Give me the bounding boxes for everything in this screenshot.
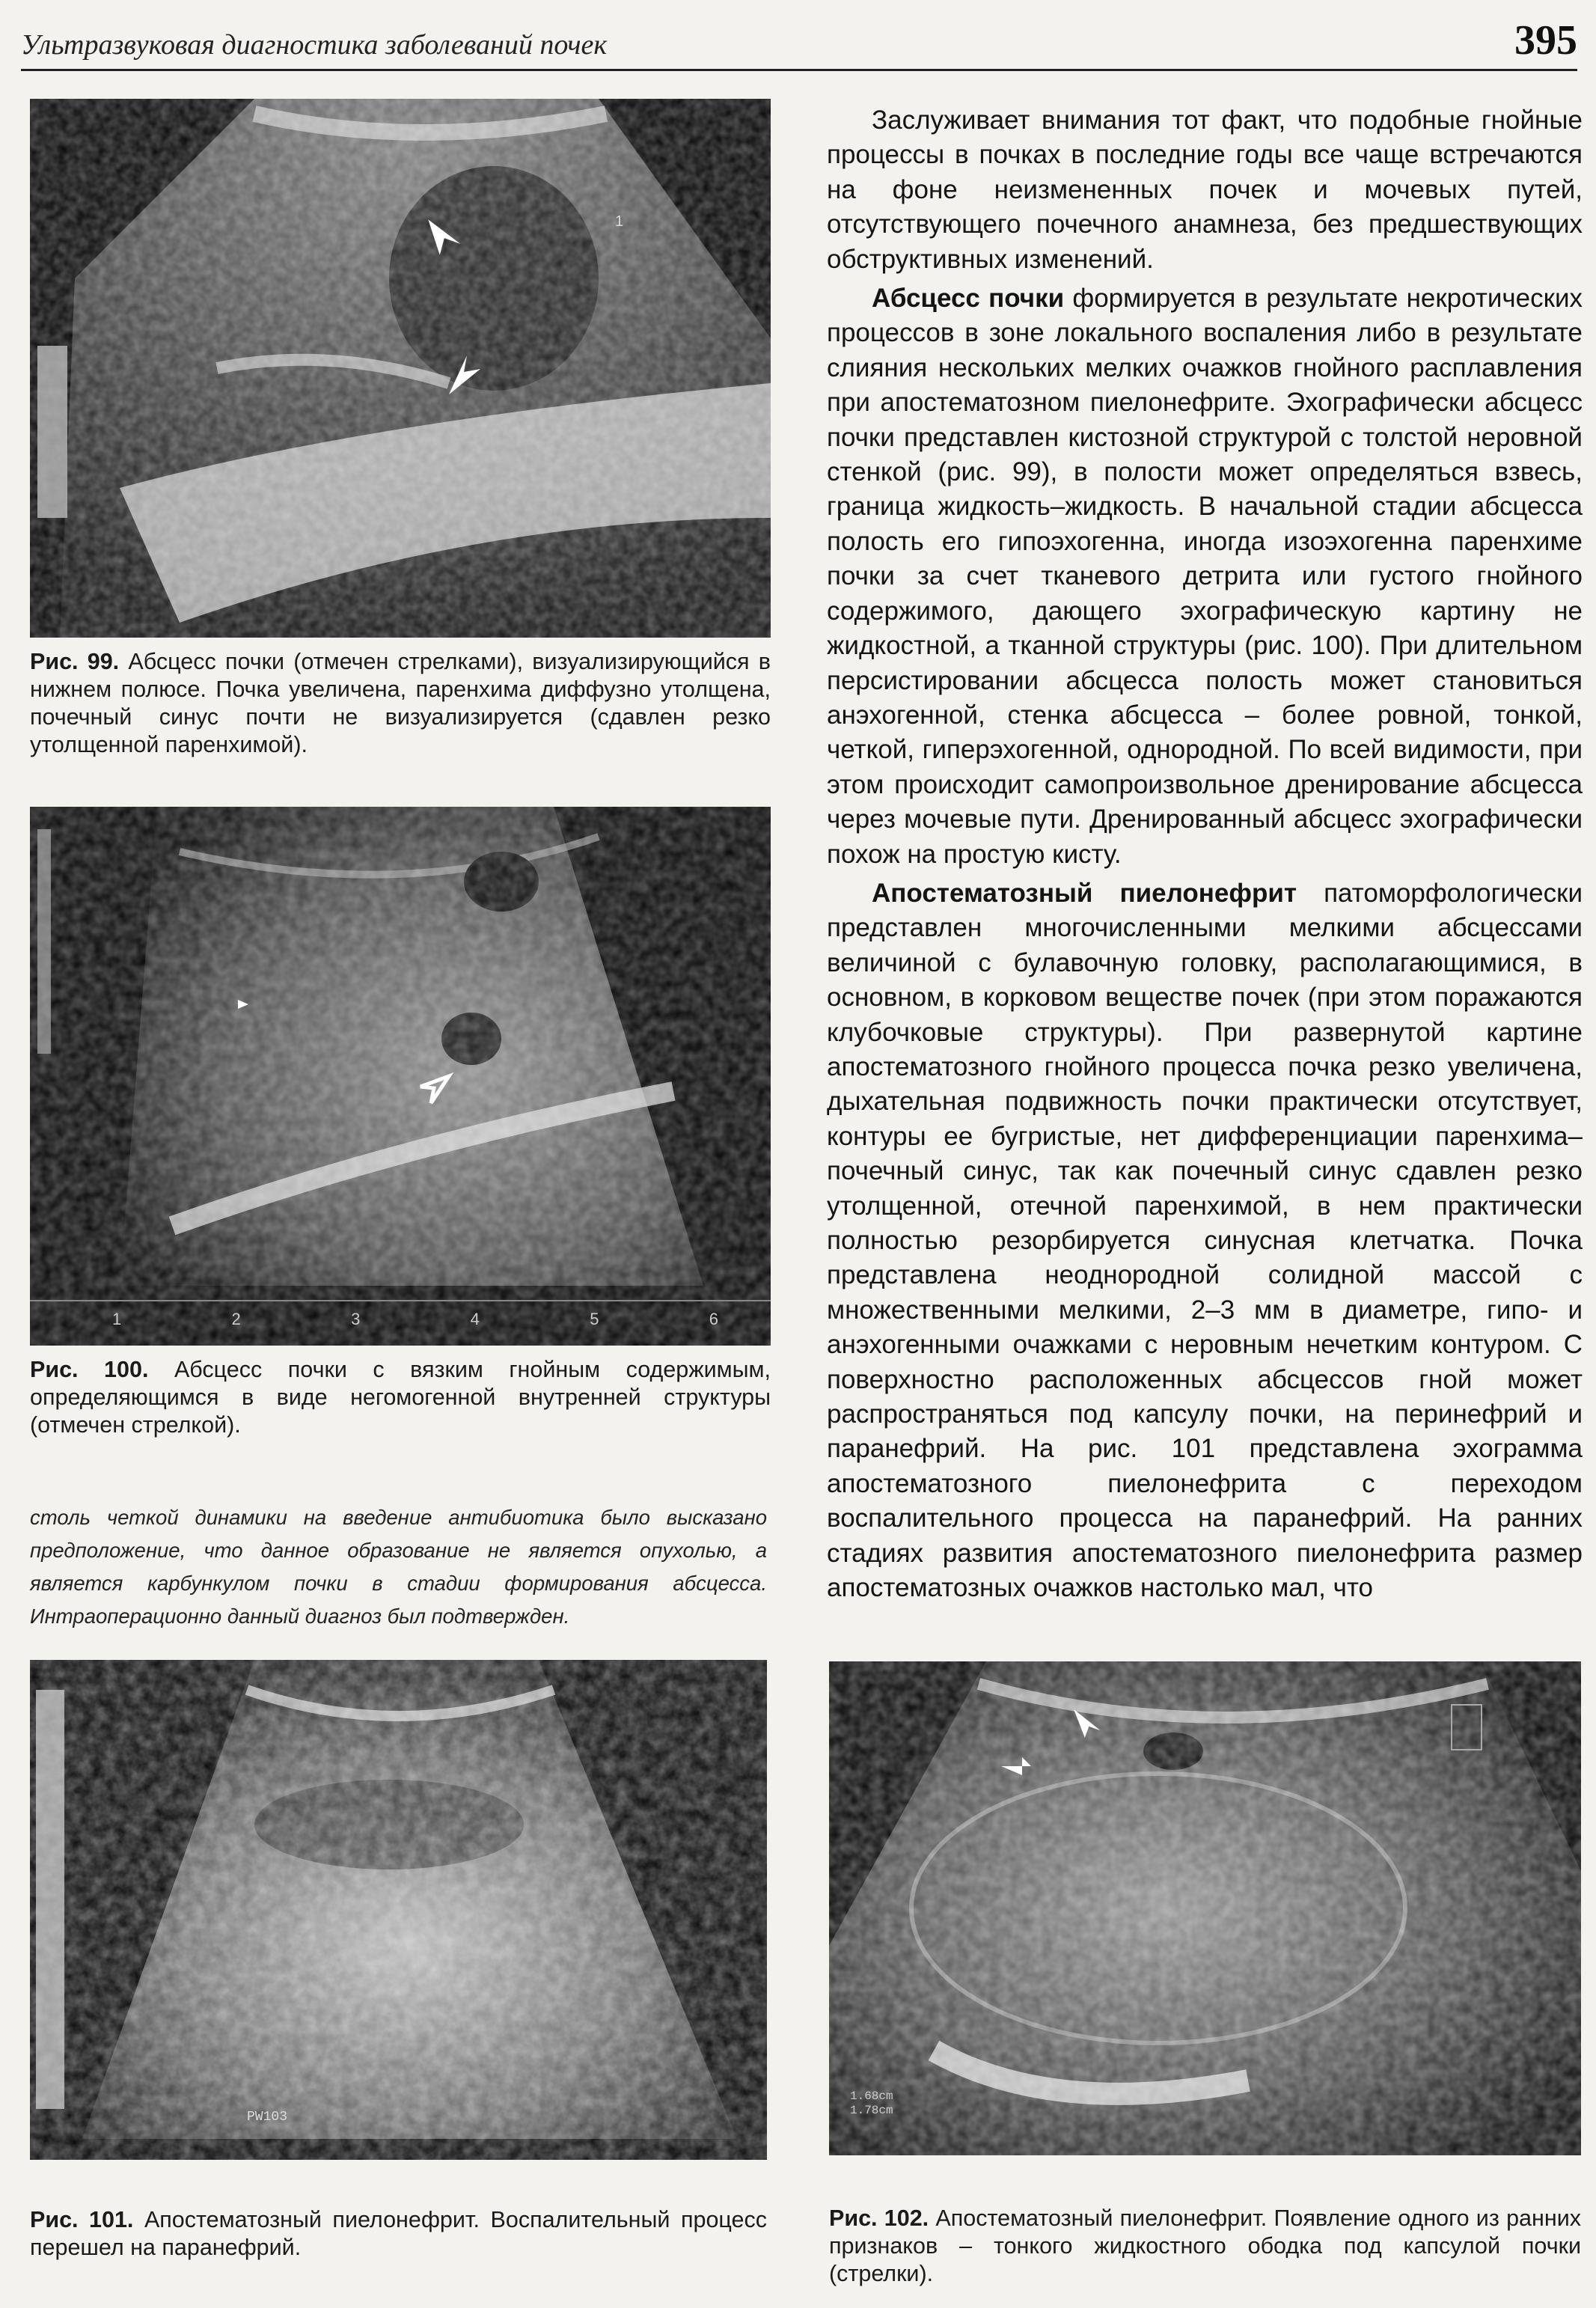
paragraph (827, 103, 1583, 277)
term-apostematous-pyelonephritis: Апостематозный пиелонефрит (872, 878, 1297, 908)
figure-101-caption (30, 2206, 767, 2262)
scale-tick: 1 (112, 1310, 122, 1328)
paragraph (827, 876, 1583, 1606)
figure-101-text: Апостематозный пиелонефрит. Воспалительный процесс перешел на паранефрий. (30, 2207, 767, 2260)
running-title: Ультразвуковая диагностика заболеваний почек (21, 29, 608, 61)
figure-102-measure-2: 1.78cm (850, 2104, 893, 2117)
figure-102-text: Апостематозный пиелонефрит. Появление одного из ранних признаков – тонкого жидкостного ободка под капсулой почки (стрелки). (829, 2205, 1581, 2286)
figure-100-label: Рис. 100. (30, 1357, 149, 1382)
figure-101-label: Рис. 101. (30, 2207, 134, 2232)
figure-99-text: Абсцесс почки (отмечен стрелками), визуализирующийся в нижнем полюсе. Почка увеличена, паренхима диффузно утолщена, почечный синус почти не визуализируется (сдавлен резко утолщенной паренхимой). (30, 649, 771, 757)
scale-tick: 6 (709, 1310, 718, 1328)
continued-note: столь четкой динамики на введение антибиотика было высказано предположение, что данное образование не является опухолью, а является карбункулом почки в стадии формирования абсцесса. Интраоперационно данный диагноз был подтвержден. (30, 1506, 767, 1628)
scale-tick: 3 (351, 1310, 361, 1328)
figure-99-marker: 1 (615, 213, 624, 230)
figure-102-measure-1: 1.68cm (850, 2089, 893, 2103)
running-header (21, 16, 1577, 71)
term-kidney-abscess: Абсцесс почки (872, 284, 1065, 314)
figure-101-ultrasound (30, 1660, 767, 2160)
figure-100-scale (112, 1310, 718, 1329)
figure-102-ultrasound (829, 1661, 1581, 2155)
figure-102-label: Рис. 102. (829, 2205, 929, 2231)
figure-99-label: Рис. 99. (30, 649, 120, 674)
paragraph (827, 281, 1583, 872)
figure-101-overlay: PW103 (247, 2110, 288, 2125)
scale-tick: 4 (470, 1310, 480, 1328)
figure-100-caption (30, 1356, 771, 1439)
figure-99-caption (30, 648, 771, 759)
body-text-column (827, 103, 1583, 1605)
figure-99-ultrasound (30, 99, 771, 638)
paragraph-text: Заслуживает внимания тот факт, что подобные гнойные процессы в почках в последние годы все чаще встречаются на фоне неизмененных почек и мочевых путей, отсутствующего почечного анамнеза, без предшествующих обструктивных изменений. (827, 106, 1583, 274)
figure-102-caption (829, 2205, 1581, 2288)
scale-tick: 2 (231, 1310, 241, 1328)
scale-tick: 5 (590, 1310, 599, 1328)
paragraph-text: патоморфологически представлен многочисленными мелкими абсцессами величиной с булавочную головку, располагающимися, в основном, в корковом веществе почек (при этом поражаются клубочковые структуры). При развернутой картине апостематозного гнойного процесса почка резко увеличена, дыхательная подвижность почки практически отсутствует, контуры ее бугристые, нет дифференциации паренхима–почечный синус, так как почечный синус сдавлен резко утолщенной, отечной паренхимой, в нем практически полностью резорбируется синусная клетчатка. Почка представлена неоднородной солидной массой с множественными мелкими, 2–3 мм в диаметре, гипо- и анэхогенными очажками с неровным нечетким контуром. С поверхностно расположенных абсцессов гной может распространяться под капсулу почки, на перинефрий и паранефрий. На рис. 101 представлена эхограмма апостематозного пиелонефрита с переходом воспалительного процесса на паранефрий. На ранних стадиях развития апостематозного пиелонефрита размер апостематозных очажков настолько мал, что (827, 878, 1583, 1603)
figure-100-ultrasound (30, 807, 771, 1346)
figure-100-text: Абсцесс почки с вязким гнойным содержимым, определяющимся в виде негомогенной внутренней структуры (отмечен стрелкой). (30, 1357, 771, 1438)
page-number: 395 (1514, 17, 1577, 64)
paragraph-text: формируется в результате некротических процессов в зоне локального воспаления либо в результате слияния нескольких мелких очажков гнойного расплавления при апостематозном пиелонефрите. Эхографически абсцесс почки представлен кистозной структурой с толстой неровной стенкой (рис. 99), в полости может определяться взвесь, граница жидкость–жидкость. В начальной стадии абсцесса полость его гипоэхогенна, иногда изоэхогенна паренхиме почки за счет тканевого детрита или густого гнойного содержимого, дающего эхографическую картину не жидкостной, а тканной структуры (рис. 100). При длительном персистировании абсцесса полость может становиться анэхогенной, стенка абсцесса – более ровной, тонкой, четкой, гиперэхогенной, однородной. По всей видимости, при этом происходит самопроизвольное дренирование абсцесса через мочевые пути. Дренированный абсцесс эхографически похож на простую кисту. (827, 284, 1583, 869)
